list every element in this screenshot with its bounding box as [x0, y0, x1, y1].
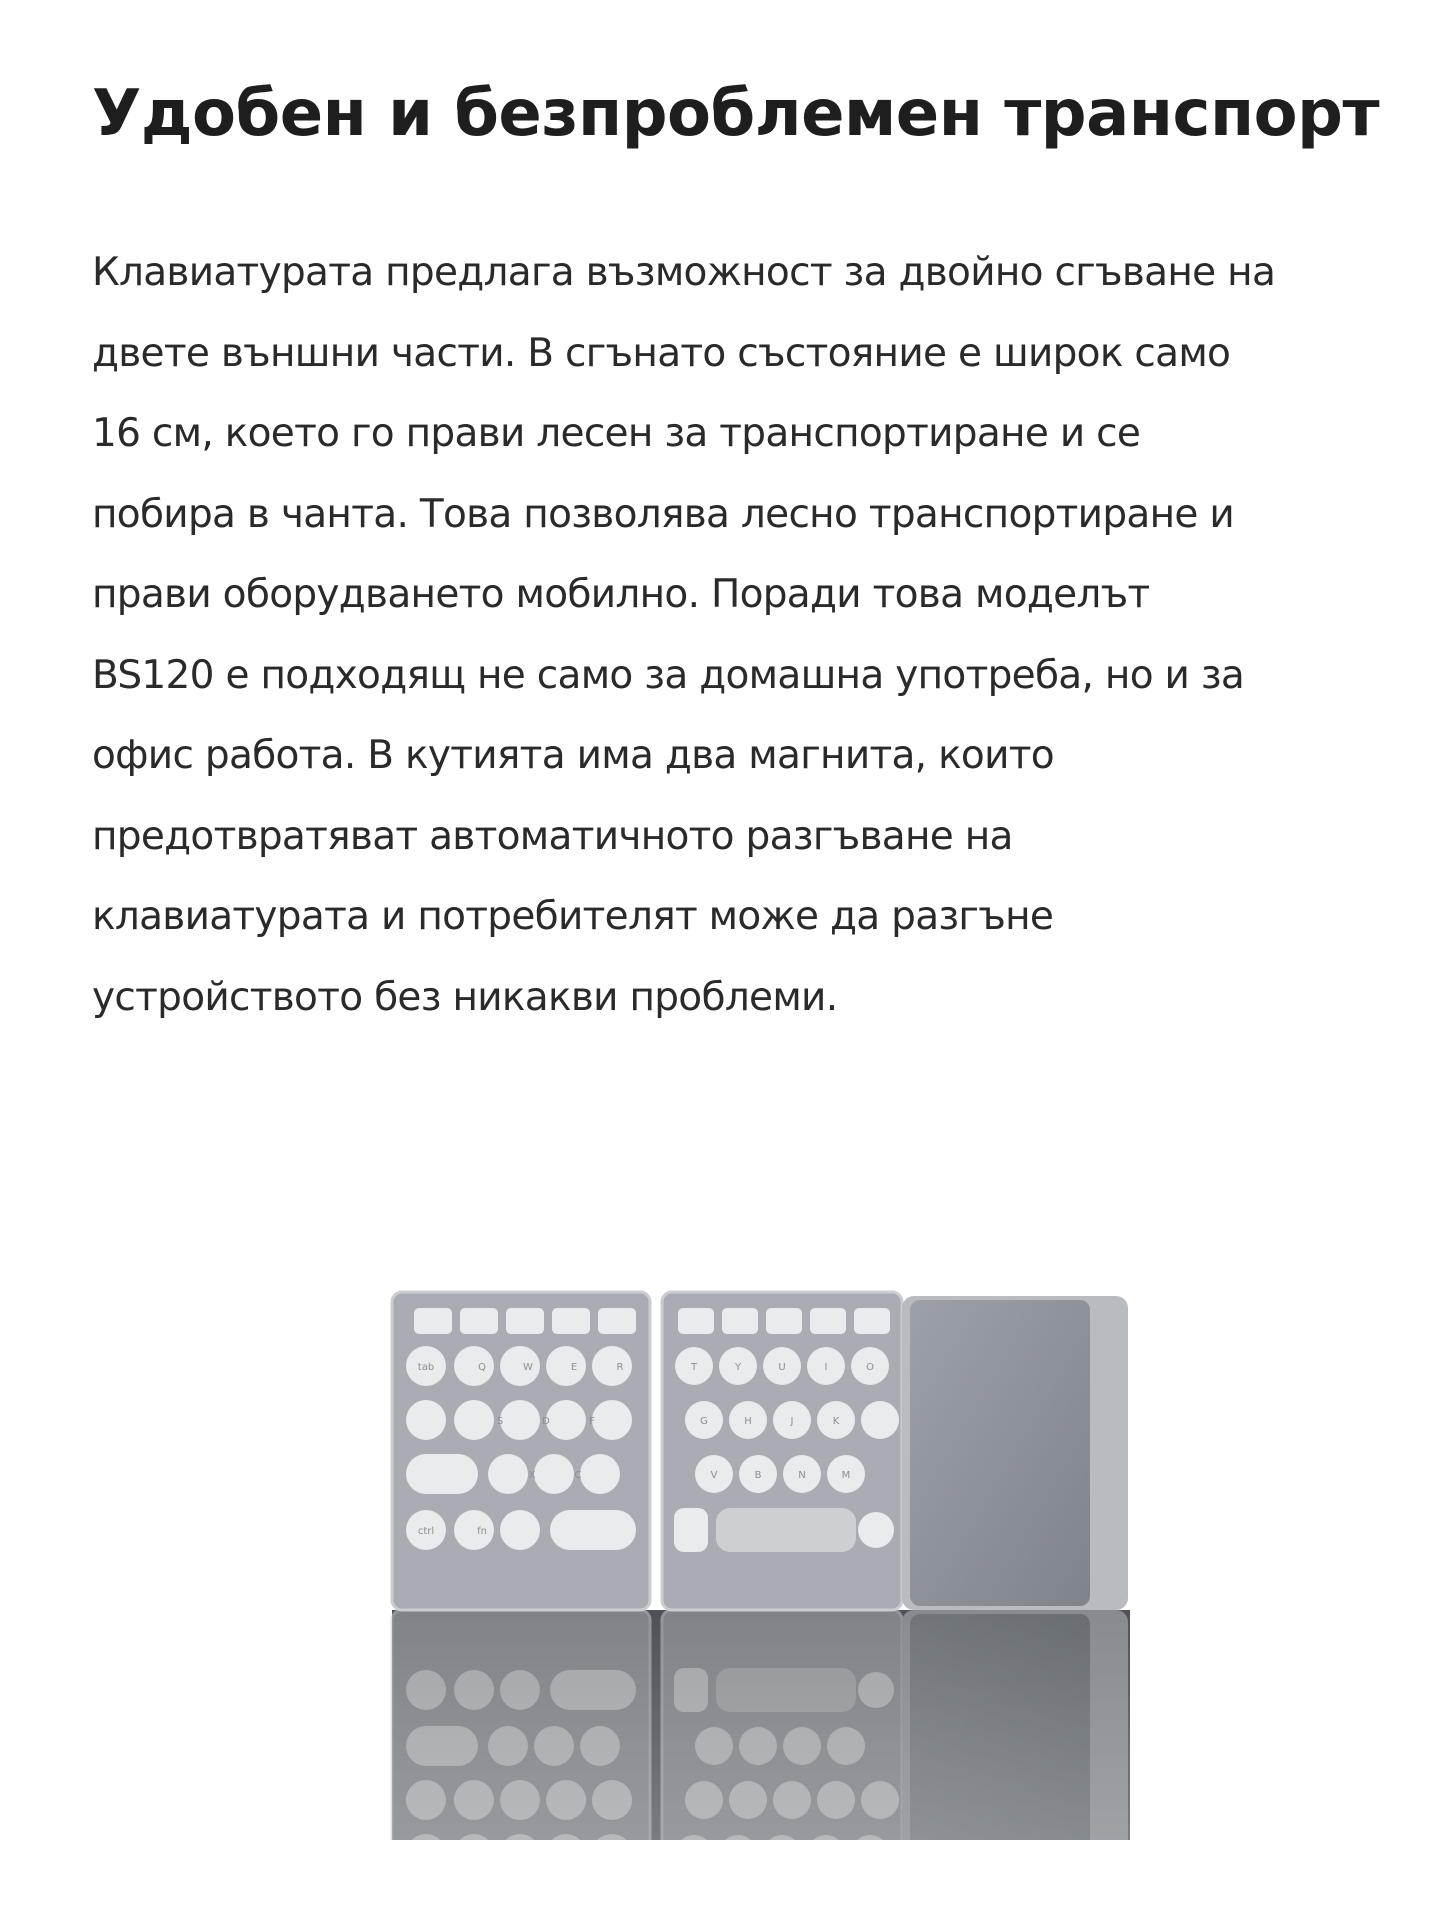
- keyboard-key: [534, 1454, 574, 1494]
- key-legend: V: [710, 1470, 718, 1481]
- keyboard-key: [488, 1454, 528, 1494]
- function-key: [460, 1308, 498, 1334]
- keyboard-key: [580, 1454, 620, 1494]
- paragraph-line: клавиатурата и потребителят може да разгъне: [92, 894, 1054, 939]
- keyboard-key: [546, 1400, 586, 1440]
- function-key: [414, 1308, 452, 1334]
- paragraph-line: прави оборудването мобилно. Поради това моделът: [92, 572, 1150, 617]
- function-key: [854, 1308, 890, 1334]
- function-key: [678, 1308, 714, 1334]
- paragraph-line: двете външни части. В сгънато състояние е широк само: [92, 330, 1231, 376]
- description-paragraph: [92, 233, 1372, 1038]
- keyboard-middle-panel: [662, 1292, 902, 1610]
- key-legend: J: [790, 1416, 794, 1427]
- paragraph-line: побира в чанта. Това позволява лесно транспортиране и: [92, 491, 1235, 537]
- keyboard-key: [500, 1346, 540, 1386]
- paragraph-line: 16 см, което го прави лесен за транспортиране и се: [92, 411, 1141, 456]
- key-legend: G: [700, 1416, 708, 1427]
- function-key: [552, 1308, 590, 1334]
- keyboard-key: [550, 1510, 636, 1550]
- key-legend: N: [798, 1470, 806, 1481]
- keyboard-key: [592, 1346, 632, 1386]
- key-legend: U: [778, 1362, 786, 1373]
- paragraph-line: Клавиатурата предлага възможност за двойно сгъване на: [92, 250, 1276, 295]
- keyboard-key: [454, 1346, 494, 1386]
- key-legend: R: [616, 1362, 624, 1373]
- keyboard-key: [454, 1510, 494, 1550]
- key-legend: W: [523, 1362, 533, 1373]
- key-legend: M: [841, 1470, 851, 1481]
- paragraph-line: BS120 е подходящ не само за домашна употреба, но и за: [92, 652, 1245, 698]
- keyboard-key: [858, 1512, 894, 1548]
- keyboard-product-image: [382, 1278, 1142, 1840]
- key-legend: S: [496, 1416, 504, 1427]
- key-legend: tab: [417, 1362, 435, 1373]
- key-legend: H: [744, 1416, 752, 1427]
- key-legend: C: [574, 1470, 582, 1481]
- key-legend: I: [824, 1362, 828, 1373]
- key-legend: T: [690, 1362, 698, 1373]
- keyboard-left-panel: [392, 1292, 650, 1610]
- key-legend: X: [528, 1470, 536, 1481]
- keyboard-key: [454, 1400, 494, 1440]
- function-key: [506, 1308, 544, 1334]
- key-legend: B: [754, 1470, 762, 1481]
- key-legend: fn: [477, 1526, 487, 1537]
- keyboard-illustration: [382, 1278, 1142, 1840]
- key-legend: Q: [478, 1362, 486, 1373]
- keyboard-key: [592, 1400, 632, 1440]
- section-heading: Удобен и безпроблемен транспорт: [92, 77, 1380, 151]
- keyboard-key: [546, 1346, 586, 1386]
- keyboard-key: [674, 1508, 708, 1552]
- paragraph-line: устройството без никакви проблеми.: [92, 974, 838, 1020]
- function-key: [598, 1308, 636, 1334]
- keyboard-key: [500, 1510, 540, 1550]
- keyboard-key: [406, 1400, 446, 1440]
- function-key: [722, 1308, 758, 1334]
- keyboard-key: [861, 1401, 899, 1439]
- key-legend: ctrl: [417, 1526, 435, 1537]
- key-legend: F: [589, 1416, 595, 1427]
- keyboard-key: [406, 1454, 478, 1494]
- paragraph-line: предотвратяват автоматичното разгъване на: [92, 813, 1013, 859]
- key-legend: K: [832, 1416, 840, 1427]
- key-legend: O: [866, 1362, 874, 1373]
- space-key: [716, 1508, 856, 1552]
- keyboard-case-cover: [910, 1300, 1090, 1606]
- keyboard-key: [500, 1400, 540, 1440]
- key-legend: E: [570, 1362, 578, 1373]
- key-legend: Y: [734, 1362, 742, 1373]
- paragraph-line: офис работа. В кутията има два магнита, които: [92, 733, 1054, 778]
- key-legend: D: [542, 1416, 550, 1427]
- function-key: [766, 1308, 802, 1334]
- function-key: [810, 1308, 846, 1334]
